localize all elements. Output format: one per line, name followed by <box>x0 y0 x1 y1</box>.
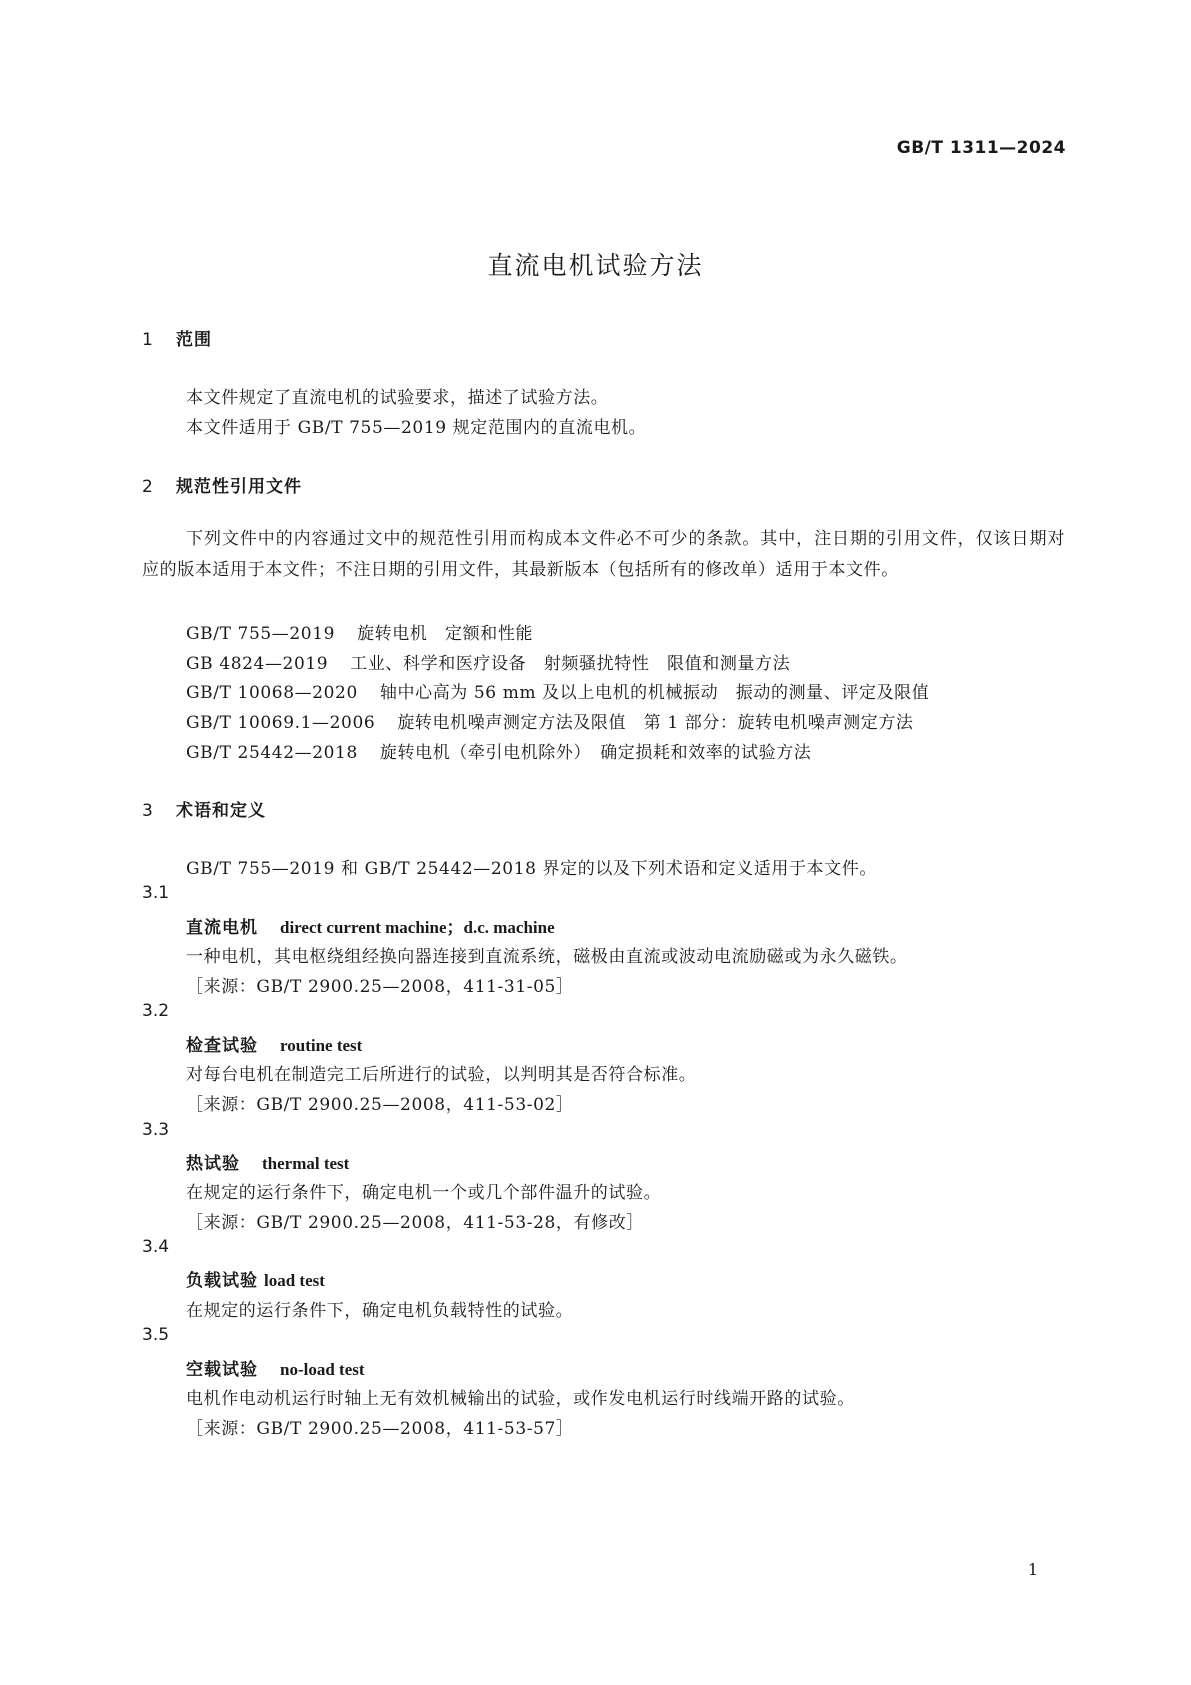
reference-doc-title: 旋转电机 定额和性能 <box>357 624 534 644</box>
term-zh: 空载试验 <box>186 1360 258 1380</box>
page-number: 1 <box>1027 1560 1038 1579</box>
reference-doc-number: GB/T 10069.1—2006 <box>186 713 376 733</box>
term-definition: 一种电机，其电枢绕组经换向器连接到直流系统，磁极由直流或波动电流励磁或为永久磁铁。 <box>186 947 908 967</box>
section-title: 范围 <box>176 330 212 350</box>
reference-doc-number: GB/T 10068—2020 <box>186 683 358 703</box>
reference-doc-number: GB 4824—2019 <box>186 654 329 674</box>
reference-doc-title: 轴中心高为 56 mm 及以上电机的机械振动 振动的测量、评定及限值 <box>379 683 930 703</box>
section-number: 2 <box>142 477 154 497</box>
term-number: 3.2 <box>142 1001 170 1021</box>
terms-intro: GB/T 755—2019 和 GB/T 25442—2018 界定的以及下列术语和定义适用于本文件。 <box>186 859 877 879</box>
term-zh: 检查试验 <box>186 1036 258 1056</box>
term-en: thermal test <box>262 1154 350 1173</box>
reference-doc-number: GB/T 25442—2018 <box>186 743 358 763</box>
term-definition: 对每台电机在制造完工后所进行的试验，以判明其是否符合标准。 <box>186 1065 697 1085</box>
term-zh: 热试验 <box>186 1154 240 1174</box>
term-number: 3.1 <box>142 883 170 903</box>
term-heading <box>186 913 555 938</box>
section-title: 规范性引用文件 <box>176 477 302 497</box>
term-number: 3.4 <box>142 1237 170 1257</box>
standard-number: GB/T 1311—2024 <box>896 138 1066 158</box>
term-heading <box>186 1266 325 1291</box>
term-zh: 直流电机 <box>186 918 258 938</box>
term-number: 3.5 <box>142 1325 170 1345</box>
term-source: ［来源：GB/T 2900.25—2008，411-31-05］ <box>186 977 574 997</box>
reference-item <box>186 738 811 763</box>
document-title: 直流电机试验方法 <box>487 251 704 280</box>
section-number: 1 <box>142 330 154 350</box>
term-number: 3.3 <box>142 1120 170 1140</box>
reference-doc-title: 旋转电机噪声测定方法及限值 第 1 部分：旋转电机噪声测定方法 <box>397 713 914 733</box>
reference-item <box>186 708 914 733</box>
reference-doc-title: 旋转电机（牵引电机除外） 确定损耗和效率的试验方法 <box>379 743 812 763</box>
section-1-heading <box>142 325 212 350</box>
term-source: ［来源：GB/T 2900.25—2008，411-53-02］ <box>186 1095 574 1115</box>
section-title: 术语和定义 <box>176 801 266 821</box>
reference-item <box>186 649 790 674</box>
scope-paragraph-2: 本文件适用于 GB/T 755—2019 规定范围内的直流电机。 <box>186 418 647 438</box>
scope-paragraph-1: 本文件规定了直流电机的试验要求，描述了试验方法。 <box>186 388 609 408</box>
reference-item <box>186 678 929 703</box>
section-2-heading <box>142 472 302 497</box>
term-definition: 在规定的运行条件下，确定电机一个或几个部件温升的试验。 <box>186 1183 662 1203</box>
term-en: routine test <box>280 1036 363 1055</box>
section-3-heading <box>142 796 266 821</box>
term-heading <box>186 1355 365 1380</box>
normative-references-intro: 下列文件中的内容通过文中的规范性引用而构成本文件必不可少的条款。其中，注日期的引用文件，仅该日期对应的版本适用于本文件；不注日期的引用文件，其最新版本（包括所有的修改单）适用于本文件。 <box>142 529 1065 580</box>
reference-item <box>186 619 533 644</box>
term-heading <box>186 1031 362 1056</box>
section-number: 3 <box>142 801 154 821</box>
term-zh: 负载试验 <box>186 1271 258 1291</box>
term-en: load test <box>264 1271 325 1290</box>
reference-doc-number: GB/T 755—2019 <box>186 624 336 644</box>
term-en: direct current machine；d.c. machine <box>280 918 555 937</box>
term-en: no-load test <box>280 1360 365 1379</box>
reference-doc-title: 工业、科学和医疗设备 射频骚扰特性 限值和测量方法 <box>350 654 791 674</box>
term-definition: 在规定的运行条件下，确定电机负载特性的试验。 <box>186 1301 574 1321</box>
term-source: ［来源：GB/T 2900.25—2008，411-53-57］ <box>186 1419 574 1439</box>
term-heading <box>186 1149 349 1174</box>
term-source: ［来源：GB/T 2900.25—2008，411-53-28，有修改］ <box>186 1213 644 1233</box>
term-definition: 电机作电动机运行时轴上无有效机械输出的试验，或作发电机运行时线端开路的试验。 <box>186 1389 855 1409</box>
